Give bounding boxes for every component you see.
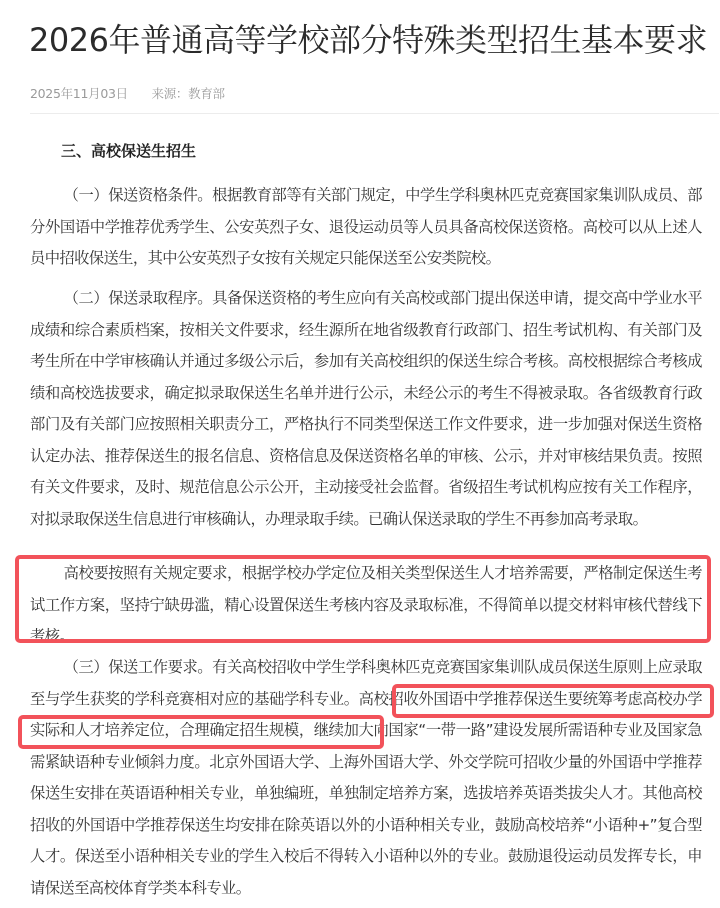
meta-divider <box>30 113 719 114</box>
section-heading: 三、高校保送生招生 <box>61 142 197 160</box>
work-requirements-text-after: 继续加大向国家“一带一路”建设发展所需语种专业及国家急需紧缺语种专业倾斜力度。北京外国语大学、上海外国语大学、外交学院可招收少量的外国语中学推荐保送生安排在英语语种相关专业，单独编班，单独制定培养方案，选拔培养英语类拔尖人才。其他高校招收的外国语中学推荐保送生均安排在除英语以外的小语种相关专业，鼓励高校培养“小语种+”复合型人才。保送至小语种相关专业的学生入校后不得转入小语种以外的专业。鼓励退役运动员发挥专长，申请保送至高校体育学类本科专业。 <box>30 721 702 897</box>
paragraph-admission-procedure: （二）保送录取程序。具备保送资格的考生应向有关高校或部门提出保送申请，提交高中学业水平成绩和综合素质档案，按相关文件要求，经生源所在地省级教育行政部门、招生考试机构、有关部门及考生所在中学审核确认并通过多级公示后，参加有关高校组织的保送生综合考核。高校根据综合考核成绩和高校选拔要求，确定拟录取保送生名单并进行公示，未经公示的考生不得被录取。各省级教育行政部门及有关部门应按照相关职责分工，严格执行不同类型保送工作文件要求，进一步加强对保送生资格认定办法、推荐保送生的报名信息、资格信息及保送资格名单的审核、公示，并对审核结果负责。按照有关文件要求，及时、规范信息公示公开，主动接受社会监督。省级招生考试机构应按有关工作程序，对拟录取保送生信息进行审核确认，办理录取手续。已确认保送录取的学生不再参加高考录取。 <box>30 289 702 528</box>
article-meta <box>30 84 225 102</box>
publish-date: 2025年11月03日 <box>30 86 128 101</box>
article-title: 2026年普通高等学校部分特殊类型招生基本要求 <box>29 21 707 59</box>
work-requirements-text-before: （三）保送工作要求。有关高校招收中学生学科奥林匹克竞赛国家集训队成员保送生原则上应录取至与学生获奖的学科竞赛相对应的基础学科专业。 <box>30 658 702 708</box>
paragraph-highlighted-requirement: 高校要按照有关规定要求，根据学校办学定位及相关类型保送生人才培养需要，严格制定保送生考试工作方案，坚持宁缺毋滥，精心设置保送生考核内容及录取标准，不得简单以提交材料审核代替线下考核。 <box>30 564 702 645</box>
paragraph-eligibility: （一）保送资格条件。根据教育部等有关部门规定，中学生学科奥林匹克竞赛国家集训队成员、部分外国语中学推荐优秀学生、公安英烈子女、退役运动员等人员具备高校保送资格。高校可以从上述人员中招收保送生，其中公安英烈子女按有关规定只能保送至公安类院校。 <box>30 186 702 267</box>
work-requirements-text-highlighted: 高校招收外国语中学推荐保送生要统筹考虑高校办学实际和人才培养定位，合理确定招生规模， <box>30 689 702 739</box>
article-source: 来源：教育部 <box>151 86 225 101</box>
paragraph-work-requirements <box>30 652 702 904</box>
